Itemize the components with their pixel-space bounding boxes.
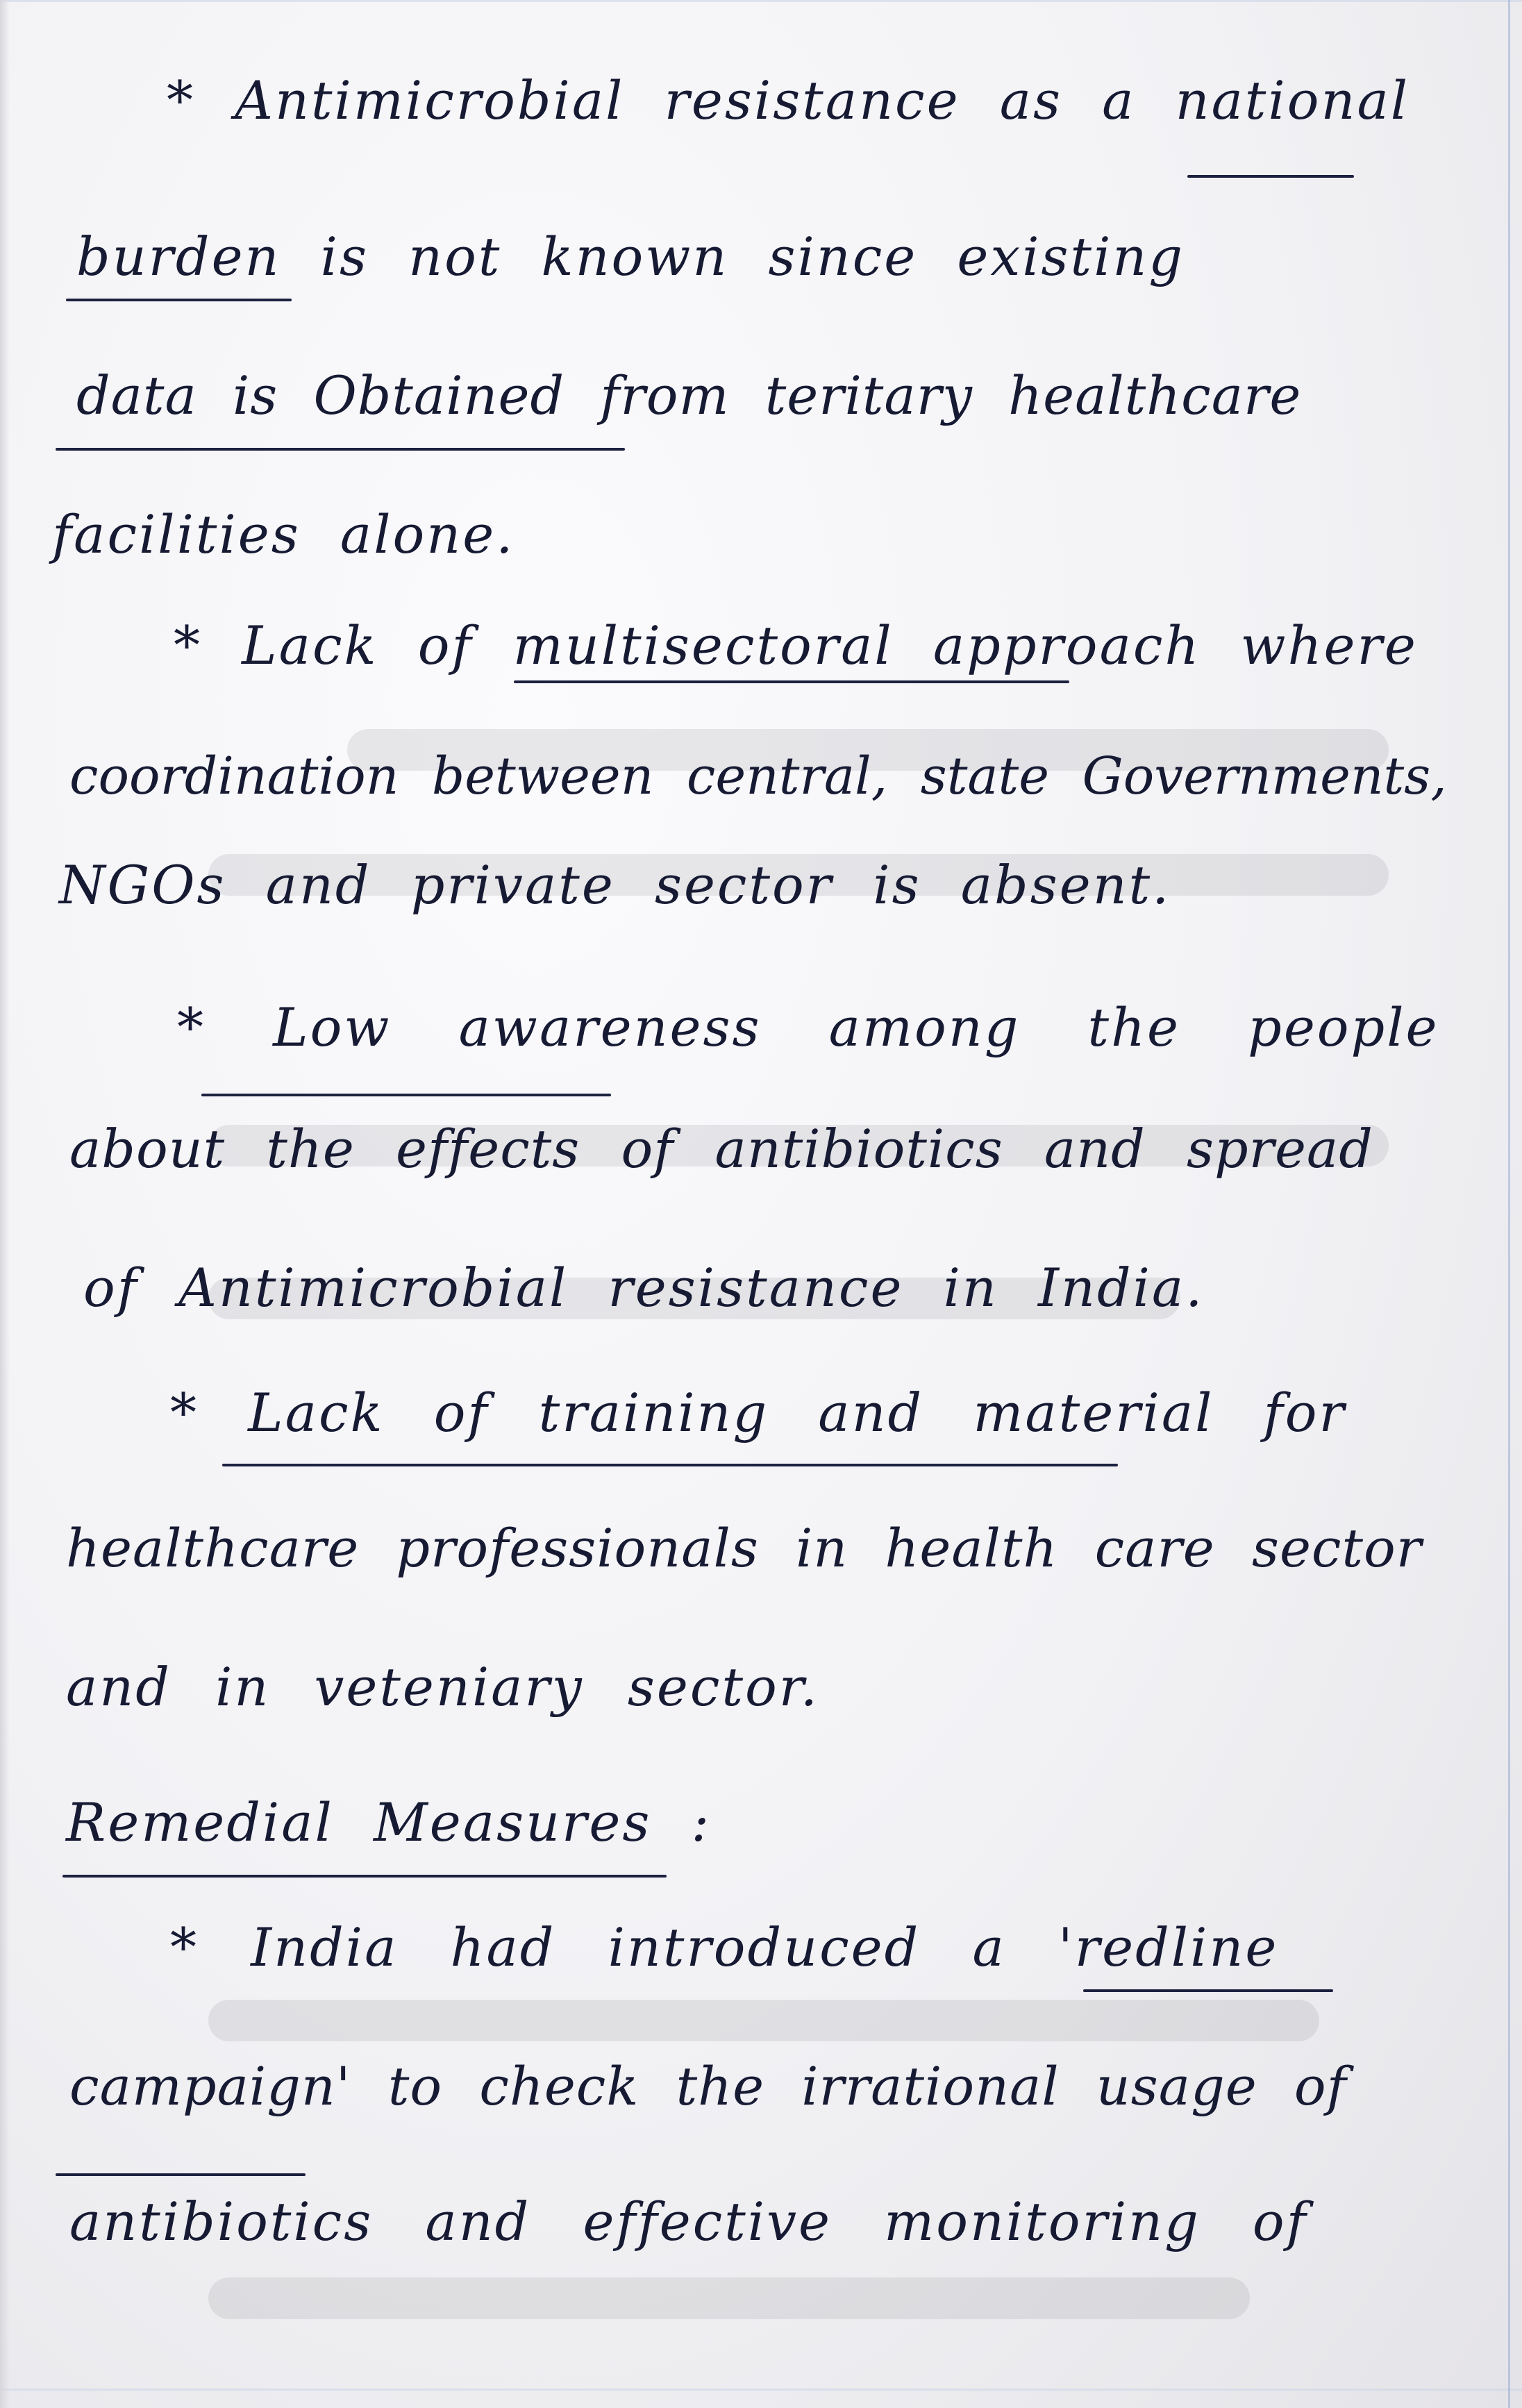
text-line-5: * Lack of multisectoral approach where [174,614,1418,676]
underline-national [1187,175,1354,178]
underline-campaign [56,2173,306,2176]
underline-burden [66,299,292,301]
underline-lack-of-training [222,1464,1118,1466]
text-line-13: and in veteniary sector. [66,1656,819,1718]
text-line-16: campaign' to check the irrational usage of [69,2055,1347,2117]
underline-data-obtained [56,448,625,451]
text-line-4: facilities alone. [52,503,515,565]
text-line-2: burden is not known since existing [76,226,1185,287]
text-line-1: * Antimicrobial resistance as a national [167,69,1410,131]
text-line-11: * Lack of training and material for [170,1382,1346,1444]
text-line-15: * India had introduced a 'redline [170,1916,1279,1978]
text-line-17: antibiotics and effective monitoring of [69,2191,1308,2252]
text-line-12: healthcare professionals in health care sector [66,1517,1423,1579]
text-line-7: NGOs and private sector is absent. [59,854,1171,916]
underline-multisectoral [514,680,1069,683]
text-line-3: data is Obtained from teritary healthcare [76,365,1302,426]
page-edge-shadow [0,0,10,2408]
text-line-8: * Low awareness among the people [177,996,1439,1058]
ruled-line [0,2389,1522,2391]
underline-low-awareness [201,1094,611,1096]
underline-remedial-measures [62,1875,667,1878]
margin-line [1508,0,1510,2408]
ruled-line [0,0,1522,2]
bleed-through-mark [208,2277,1250,2319]
remedial-measures-heading: Remedial Measures : [66,1791,712,1853]
bleed-through-mark [208,2000,1319,2041]
text-line-9: about the effects of antibiotics and spread [69,1118,1373,1180]
text-line-6: coordination between central, state Governments, [69,746,1447,806]
text-line-10: of Antimicrobial resistance in India. [83,1257,1205,1319]
underline-redline [1083,1989,1333,1992]
